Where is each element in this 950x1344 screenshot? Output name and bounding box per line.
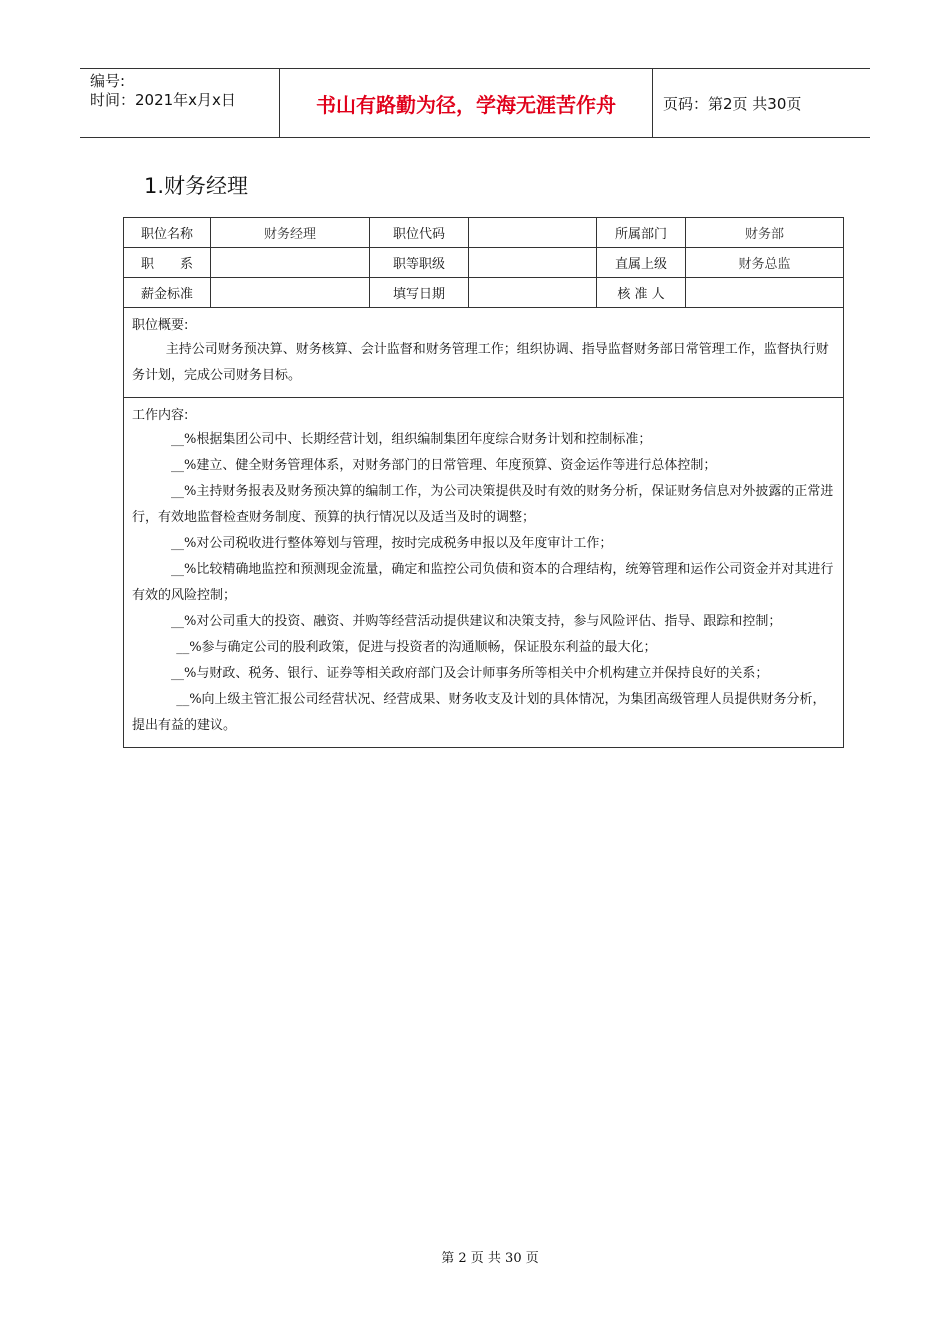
document-time: 时间：2021年x月x日 — [90, 91, 236, 109]
table-row — [124, 278, 844, 308]
value-supervisor: 财务总监 — [686, 248, 844, 278]
work-title: 工作内容: — [132, 408, 189, 423]
label-fill-date: 填写日期 — [370, 278, 469, 308]
list-item: __%向上级主管汇报公司经营状况、经营成果、财务收支及计划的具体情况，为集团高级管理人员提供财务分析，提出有益的建议。 — [132, 692, 826, 733]
overview-block — [124, 308, 844, 398]
overview-title: 职位概要: — [132, 318, 189, 333]
list-item: __%比较精确地监控和预测现金流量，确定和监控公司负债和资本的合理结构，统筹管理和运作公司资金并对其进行有效的风险控制； — [132, 562, 834, 603]
label-position-name: 职位名称 — [124, 218, 211, 248]
value-grade — [469, 248, 597, 278]
label-grade: 职等职级 — [370, 248, 469, 278]
label-job-family: 职 系 — [124, 248, 211, 278]
table-row — [124, 248, 844, 278]
work-block — [124, 398, 844, 748]
overview-text: 主持公司财务预决算、财务核算、会计监督和财务管理工作；组织协调、指导监督财务部日常管理工作，监督执行财务计划，完成公司财务目标。 — [132, 342, 829, 383]
page-header — [80, 68, 870, 138]
value-position-name: 财务经理 — [211, 218, 370, 248]
list-item: __%根据集团公司中、长期经营计划，组织编制集团年度综合财务计划和控制标准； — [171, 432, 652, 447]
label-position-code: 职位代码 — [370, 218, 469, 248]
header-meta — [80, 69, 280, 137]
overview-row — [124, 308, 844, 398]
value-fill-date — [469, 278, 597, 308]
list-item: __%对公司重大的投资、融资、并购等经营活动提供建议和决策支持，参与风险评估、指导、跟踪和控制； — [171, 614, 782, 629]
value-job-family — [211, 248, 370, 278]
value-department: 财务部 — [686, 218, 844, 248]
job-description-table — [123, 217, 844, 748]
header-page-info: 页码：第2页 共30页 — [663, 94, 802, 113]
value-position-code — [469, 218, 597, 248]
header-motto: 书山有路勤为径，学海无涯苦作舟 — [280, 69, 653, 137]
document-number-label: 编号: — [90, 72, 126, 90]
list-item: __%主持财务报表及财务预决算的编制工作，为公司决策提供及时有效的财务分析，保证财务信息对外披露的正常进行，有效地监督检查财务制度、预算的执行情况以及适当及时的调整； — [132, 484, 834, 525]
label-approver: 核 准 人 — [597, 278, 686, 308]
list-item: __%对公司税收进行整体筹划与管理，按时完成税务申报以及年度审计工作； — [171, 536, 613, 551]
label-supervisor: 直属上级 — [597, 248, 686, 278]
section-title: 1.财务经理 — [144, 174, 249, 198]
list-item: __%与财政、税务、银行、证券等相关政府部门及会计师事务所等相关中介机构建立并保持良好的关系； — [171, 666, 769, 681]
label-salary: 薪金标准 — [124, 278, 211, 308]
table-row — [124, 218, 844, 248]
list-item: __%建立、健全财务管理体系，对财务部门的日常管理、年度预算、资金运作等进行总体控制； — [171, 458, 717, 473]
value-approver — [686, 278, 844, 308]
page-footer: 第 2 页 共 30 页 — [441, 1251, 539, 1266]
work-row — [124, 398, 844, 748]
list-item: __%参与确定公司的股利政策，促进与投资者的沟通顺畅，保证股东利益的最大化； — [176, 640, 657, 655]
label-department: 所属部门 — [597, 218, 686, 248]
value-salary — [211, 278, 370, 308]
